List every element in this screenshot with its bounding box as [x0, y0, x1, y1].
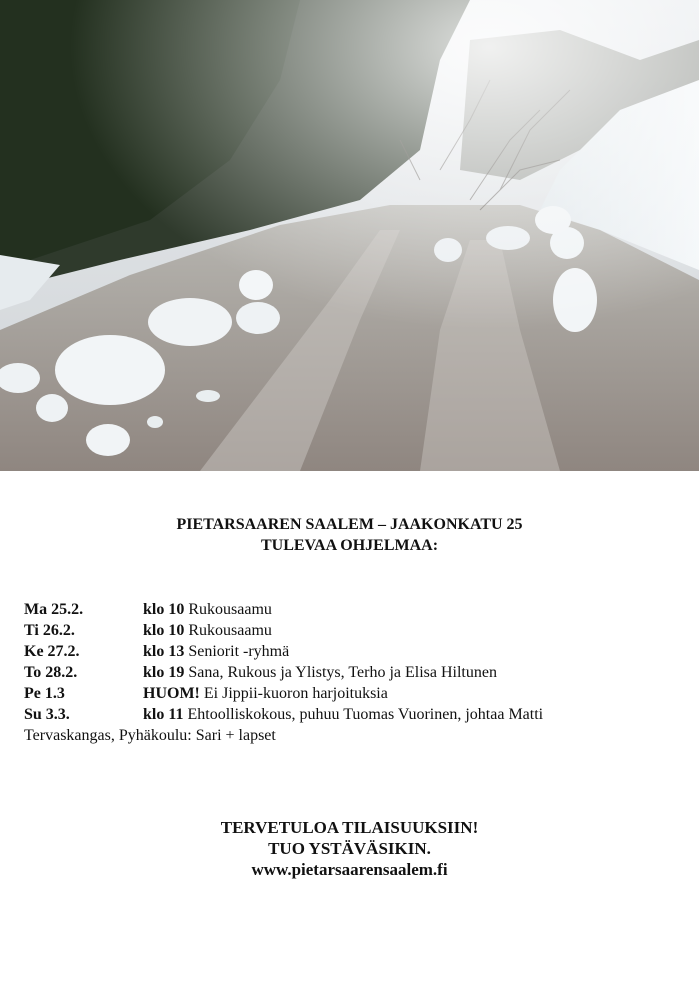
welcome-text: TERVETULOA TILAISUUKSIIN! [220, 818, 479, 837]
schedule-row [24, 683, 674, 704]
schedule-text: Sana, Rukous ja Ylistys, Terho ja Elisa Hiltunen [188, 664, 497, 681]
schedule-list [24, 599, 674, 746]
event-header [0, 514, 699, 556]
footer [0, 817, 699, 880]
schedule-day: Ma 25.2. [24, 601, 84, 618]
website-link[interactable]: www.pietarsaarensaalem.fi [251, 860, 448, 879]
schedule-row [24, 599, 674, 620]
schedule-text: Seniorit -ryhmä [188, 643, 290, 660]
winter-road-photo [0, 0, 699, 471]
schedule-row [24, 704, 674, 725]
schedule-day: Ke 27.2. [24, 643, 80, 660]
schedule-day: Su 3.3. [24, 706, 70, 723]
schedule-text: Rukousaamu [188, 622, 272, 639]
bring-friends-text: TUO YSTÄVÄSIKIN. [268, 839, 431, 858]
schedule-text: Rukousaamu [188, 601, 272, 618]
schedule-time: klo 10 [143, 622, 185, 639]
schedule-day: Pe 1.3 [24, 685, 65, 702]
schedule-time: klo 10 [143, 601, 185, 618]
header-subtitle: TULEVAA OHJELMAA: [260, 537, 439, 554]
schedule-note: HUOM! [143, 685, 200, 702]
schedule-time: klo 19 [143, 664, 185, 681]
header-title: PIETARSAAREN SAALEM – JAAKONKATU 25 [176, 516, 523, 533]
schedule-row [24, 620, 674, 641]
schedule-continuation [24, 725, 674, 746]
schedule-day: To 28.2. [24, 664, 78, 681]
schedule-row [24, 641, 674, 662]
schedule-continuation-text: Tervaskangas, Pyhäkoulu: Sari + lapset [24, 727, 276, 744]
schedule-text: Ei Jippii-kuoron harjoituksia [203, 685, 388, 702]
schedule-time: klo 11 [143, 706, 184, 723]
schedule-day: Ti 26.2. [24, 622, 75, 639]
schedule-time: klo 13 [143, 643, 185, 660]
schedule-row [24, 662, 674, 683]
schedule-text: Ehtoolliskokous, puhuu Tuomas Vuorinen, johtaa Matti [187, 706, 544, 723]
